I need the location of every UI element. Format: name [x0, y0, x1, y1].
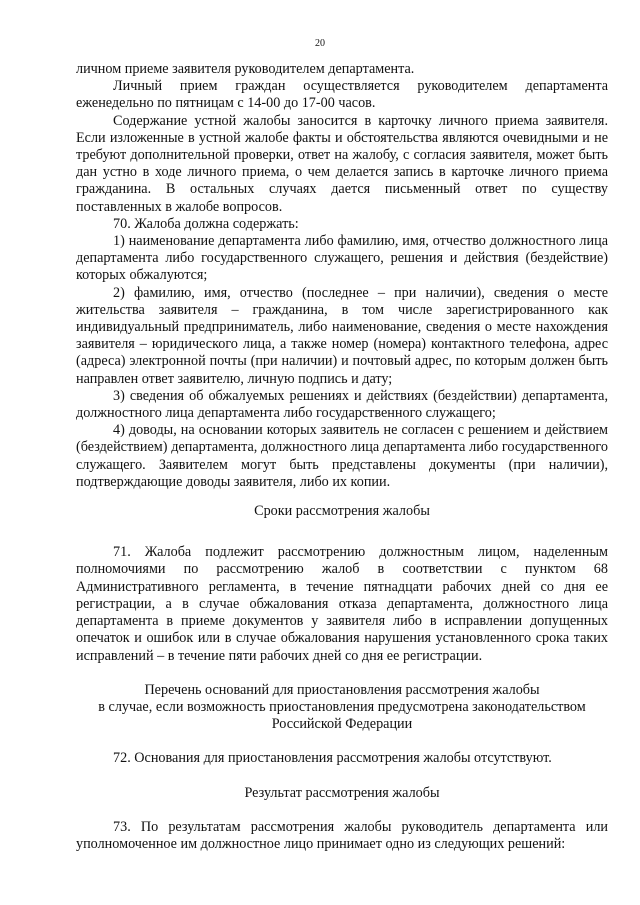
heading-result: Результат рассмотрения жалобы — [244, 784, 440, 801]
paragraph-continuation: личном приеме заявителя руководителем департамента. — [76, 61, 415, 77]
list-item-1: 1) наименование департамента либо фамилию, имя, отчество должностного лица департамента либо государственного служащего, решения и действия (бездействие) которых обжалуются; — [76, 233, 608, 284]
list-item-4: 4) доводы, на основании которых заявитель не согласен с решением и действием (бездействием) департамента, должностного лица департамента либо государственного служащего. Заявителем могут быть представлены документы (при наличии), подтверждающие доводы заявителя, либо их копии. — [76, 422, 608, 490]
heading-suspension-line-3: Российской Федерации — [271, 716, 413, 733]
page-number: 20 — [315, 38, 325, 49]
list-item-2: 2) фамилию, имя, отчество (последнее – при наличии), сведения о месте жительства заявителя – гражданина, в том числе зарегистрированного как индивидуальный предприниматель, либо наименование, сведения о месте нахождения заявителя – юридического лица, а также номер (номера) контактного телефона, адрес (адреса) электронной почты (при наличии) и почтовый адрес, по которым должен быть направлен ответ заявителю, личную подпись и дату; — [76, 284, 608, 387]
paragraph-70-intro: 70. Жалоба должна содержать: — [113, 215, 299, 232]
paragraph-personal-reception: Личный прием граждан осуществляется руководителем департамента еженедельно по пятницам с 14-00 до 17-00 часов. — [76, 78, 608, 112]
spacer — [76, 520, 608, 544]
paragraph-72: 72. Основания для приостановления рассмотрения жалобы отсутствуют. — [113, 750, 552, 767]
paragraph-71: 71. Жалоба подлежит рассмотрению должностным лицом, наделенным полномочиями по рассмотрению жалоб в соответствии с пунктом 68 Административного регламента, в течение пятнадцати рабочих дней со дня ее регистрации, а в случае обжалования отказа департамента, должностного лица департамента в приеме документов у заявителя либо в исправлении допущенных опечаток и ошибок или в случае обжалования нарушения установленного срока таких исправлений – в течение пяти рабочих дней со дня ее регистрации. — [76, 544, 608, 664]
spacer — [76, 768, 608, 785]
spacer — [76, 665, 608, 682]
paragraph-73: 73. По результатам рассмотрения жалобы руководитель департамента или уполномоченное им должностное лицо принимает одно из следующих решений: — [76, 818, 608, 852]
heading-suspension-line-2: в случае, если возможность приостановления предусмотрена законодательством — [98, 698, 586, 715]
paragraph-oral-complaint: Содержание устной жалобы заносится в карточку личного приема заявителя. Если изложенные в устной жалобе факты и обстоятельства являются очевидными и не требуют дополнительной проверки, ответ на жалобу, с согласия заявителя, может быть дан устно в ходе личного приема, о чем делается запись в карточке личного приема гражданина. В остальных случаях дается письменный ответ по существу поставленных в жалобе вопросов. — [76, 112, 608, 215]
list-item-3: 3) сведения об обжалуемых решениях и действиях (бездействии) департамента, должностного лица департамента либо государственного служащего; — [76, 387, 608, 422]
spacer — [76, 733, 608, 750]
spacer — [76, 802, 608, 819]
heading-suspension-line-1: Перечень оснований для приостановления рассмотрения жалобы — [144, 681, 540, 698]
document-body — [76, 61, 608, 853]
heading-review-terms: Сроки рассмотрения жалобы — [254, 503, 430, 520]
spacer — [76, 491, 608, 503]
